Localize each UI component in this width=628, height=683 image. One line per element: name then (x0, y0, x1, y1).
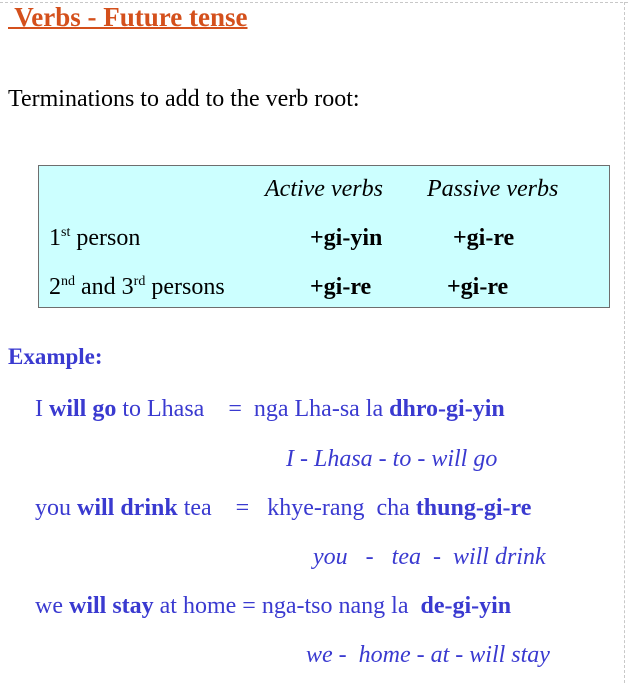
terminations-table (38, 165, 610, 308)
first-person-passive: +gi-re (453, 225, 515, 251)
example-sentence-2: you will drink tea = khye-rang cha thung-gi-re (35, 495, 532, 521)
right-divider (624, 2, 625, 683)
example-heading: Example: (8, 344, 103, 369)
example-gloss-1: I - Lhasa - to - will go (286, 446, 498, 472)
example-sentence-1: I will go to Lhasa = nga Lha-sa la dhro-gi-yin (35, 396, 505, 422)
example-sentence-3: we will stay at home = nga-tso nang la de-gi-yin (35, 593, 512, 619)
second-third-person-active: +gi-re (310, 274, 372, 300)
row-label-second-third-person: 2nd and 3rd persons (49, 274, 225, 300)
page-title: Verbs - Future tense (8, 2, 248, 32)
example-gloss-2: you - tea - will drink (313, 544, 546, 570)
header-active-verbs: Active verbs (265, 176, 383, 202)
intro-text: Terminations to add to the verb root: (8, 86, 360, 112)
second-third-person-passive: +gi-re (447, 274, 509, 300)
first-person-active: +gi-yin (310, 225, 383, 251)
row-label-first-person: 1st person (49, 225, 141, 251)
example-gloss-3: we - home - at - will stay (306, 642, 550, 668)
header-passive-verbs: Passive verbs (427, 176, 559, 202)
